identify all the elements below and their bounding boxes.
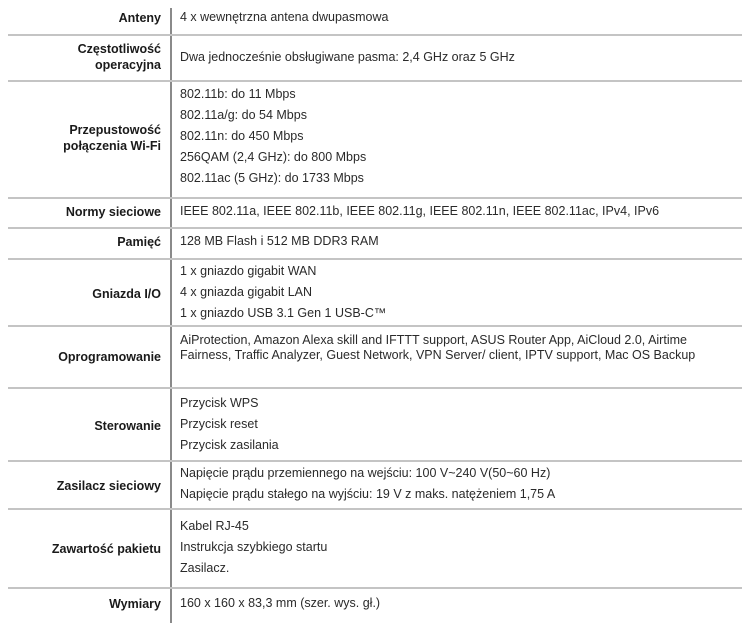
- row-value: IEEE 802.11a, IEEE 802.11b, IEEE 802.11g, IEEE 802.11n, IEEE 802.11ac, IPv4, IPv6: [180, 204, 660, 218]
- row-value: Zasilacz.: [180, 561, 230, 575]
- row-value: Kabel RJ-45: [180, 519, 249, 533]
- spec-row-oprogramowanie: [0, 325, 745, 387]
- row-label: Zasilacz sieciowy: [56, 479, 161, 493]
- row-value: 128 MB Flash i 512 MB DDR3 RAM: [180, 234, 379, 248]
- row-label: Normy sieciowe: [65, 205, 161, 219]
- row-value: Instrukcja szybkiego startu: [180, 540, 328, 554]
- row-value: 802.11n: do 450 Mbps: [180, 129, 304, 143]
- row-value: Dwa jednocześnie obsługiwane pasma: 2,4 GHz oraz 5 GHz: [180, 50, 515, 64]
- row-value: AiProtection, Amazon Alexa skill and IFTTT support, ASUS Router App, AiCloud 2.0, Airtime Fairness, Traffic Analyzer, Guest Network, VPN Server/ client, IPTV support, Mac OS Backup: [180, 333, 696, 362]
- row-label: Oprogramowanie: [58, 350, 161, 364]
- spec-row-przepustowosc: [0, 80, 745, 197]
- row-label: Zawartość pakietu: [51, 542, 161, 556]
- spec-row-wymiary: [0, 587, 745, 623]
- row-value: 1 x gniazdo USB 3.1 Gen 1 USB-C™: [180, 306, 387, 320]
- spec-row-normy: [0, 197, 745, 227]
- row-value: 1 x gniazdo gigabit WAN: [180, 264, 317, 278]
- row-label: Anteny: [118, 11, 161, 25]
- spec-row-sterowanie: [0, 387, 745, 460]
- row-value: 4 x wewnętrzna antena dwupasmowa: [180, 10, 389, 24]
- row-value: 802.11ac (5 GHz): do 1733 Mbps: [180, 171, 364, 185]
- row-value: 4 x gniazda gigabit LAN: [180, 285, 313, 299]
- spec-row-pamiec: [0, 227, 745, 258]
- spec-row-czestotliwosc: [0, 34, 745, 80]
- row-value: Napięcie prądu przemiennego na wejściu: 100 V~240 V(50~60 Hz): [180, 466, 551, 480]
- spec-row-anteny: [0, 0, 745, 34]
- row-value: 802.11a/g: do 54 Mbps: [180, 108, 307, 122]
- row-label: Sterowanie: [94, 419, 161, 433]
- row-value: Przycisk zasilania: [180, 438, 279, 452]
- row-label: Gniazda I/O: [92, 287, 161, 301]
- row-label: Przepustowość połączenia Wi-Fi: [63, 123, 161, 153]
- row-value: 256QAM (2,4 GHz): do 800 Mbps: [180, 150, 367, 164]
- row-value: Napięcie prądu stałego na wyjściu: 19 V z maks. natężeniem 1,75 A: [180, 487, 556, 501]
- spec-row-zawartosc: [0, 508, 745, 587]
- row-value: 802.11b: do 11 Mbps: [180, 87, 296, 101]
- row-value: Przycisk reset: [180, 417, 258, 431]
- row-label: Wymiary: [109, 597, 161, 611]
- row-label: Pamięć: [117, 235, 161, 249]
- spec-row-gniazda: [0, 258, 745, 325]
- row-label: Częstotliwość operacyjna: [77, 42, 161, 72]
- row-value: Przycisk WPS: [180, 396, 259, 410]
- row-value: 160 x 160 x 83,3 mm (szer. wys. gł.): [180, 596, 381, 610]
- spec-row-zasilacz: [0, 460, 745, 508]
